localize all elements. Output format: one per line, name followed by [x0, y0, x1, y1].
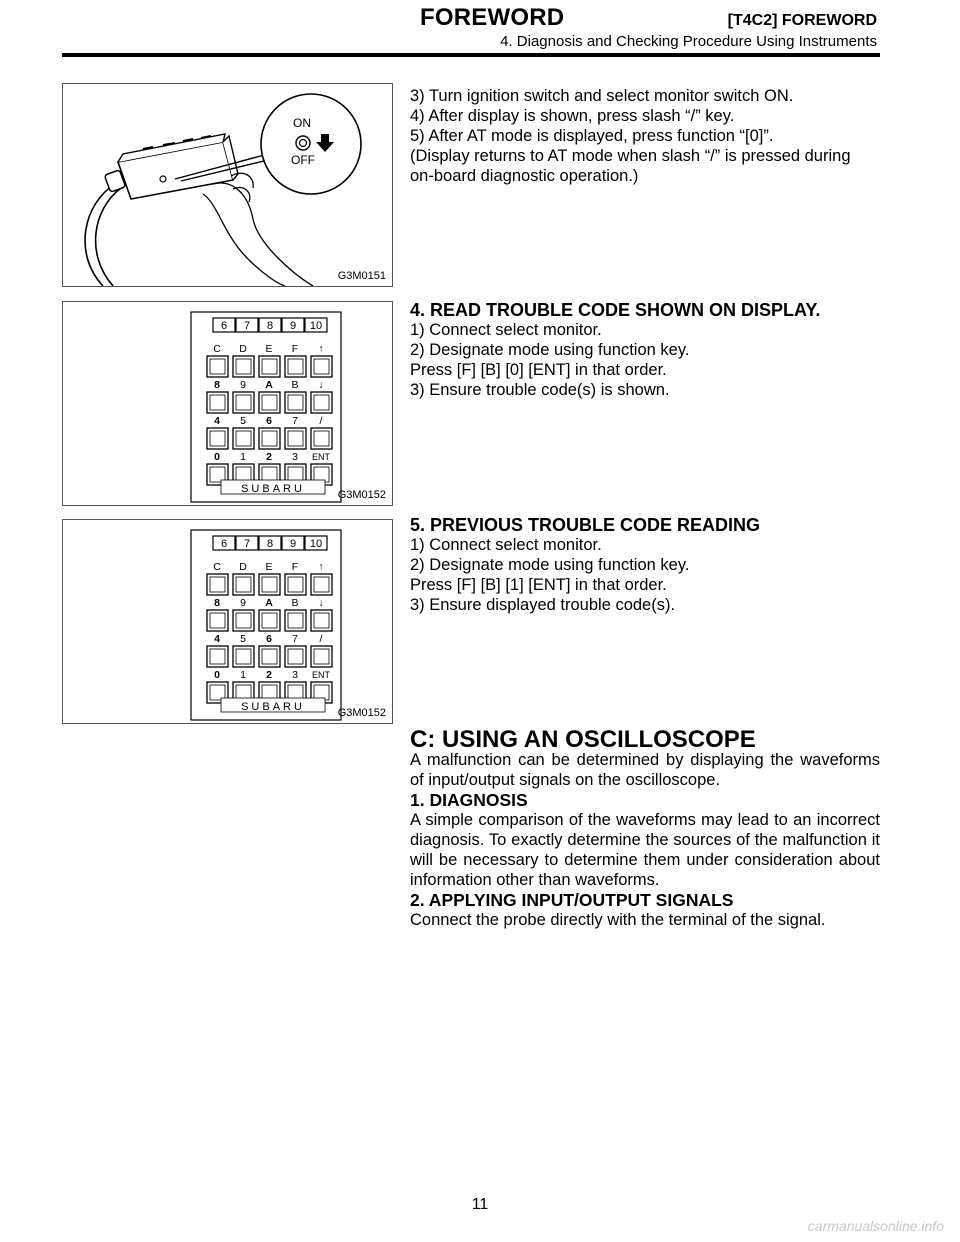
display-digit: 7	[243, 538, 251, 550]
display-digit: 10	[309, 538, 323, 550]
watermark: carmanualsonline.info	[807, 1218, 944, 1234]
key-label: ↓	[318, 379, 324, 391]
brand-label: SUBARU	[241, 483, 305, 495]
key-label: 9	[240, 379, 246, 391]
key-label: A	[265, 597, 273, 609]
key-label: E	[265, 561, 273, 573]
key-label: E	[265, 343, 273, 355]
key-label: 1	[240, 451, 246, 463]
display-digit: 9	[289, 320, 297, 332]
switch-off-label: OFF	[291, 153, 315, 167]
key-label: 5	[240, 415, 246, 427]
oscilloscope-section	[410, 726, 880, 930]
header-section-code: [T4C2] FOREWORD	[727, 12, 877, 29]
brand-label: SUBARU	[241, 701, 305, 713]
key-label: A	[265, 379, 273, 391]
section-heading: 4. READ TROUBLE CODE SHOWN ON DISPLAY.	[410, 300, 821, 320]
key-label: 6	[266, 633, 272, 645]
section-heading: 5. PREVIOUS TROUBLE CODE READING	[410, 515, 761, 535]
display-digit: 8	[266, 320, 274, 332]
figure-keypad-1	[62, 301, 393, 506]
display-digit: 9	[289, 538, 297, 550]
select-monitor-illustration	[63, 84, 392, 286]
step-line: 1) Connect select monitor.	[410, 536, 602, 554]
key-label: 9	[240, 597, 246, 609]
step-line: on-board diagnostic operation.)	[410, 167, 639, 185]
key-label: F	[291, 343, 299, 355]
step-line: 3) Turn ignition switch and select monitor switch ON.	[410, 87, 794, 105]
key-label: D	[239, 343, 247, 355]
key-label: /	[319, 415, 323, 427]
key-label: C	[213, 561, 221, 573]
key-label: 0	[214, 669, 220, 681]
step-line: 3) Ensure trouble code(s) is shown.	[410, 381, 670, 399]
key-label: F	[291, 561, 299, 573]
diagnosis-paragraph: A simple comparison of the waveforms may lead to an incorrect diagnosis. To exactly determine the sources of the malfunction it will be necessary to determine them under consideration about information other than waveforms.	[410, 811, 880, 889]
signals-paragraph: Connect the probe directly with the terminal of the signal.	[410, 911, 826, 929]
step-line: 4) After display is shown, press slash “/” key.	[410, 107, 735, 125]
step-line: (Display returns to AT mode when slash “/” is pressed during	[410, 147, 851, 165]
previous-trouble-code-section	[410, 515, 880, 615]
display-digit: 7	[243, 320, 251, 332]
display-digit: 6	[220, 538, 228, 550]
intro-paragraph: A malfunction can be determined by displaying the waveforms of input/output signals on the oscilloscope.	[410, 751, 880, 789]
step-line: 5) After AT mode is displayed, press function “[0]”.	[410, 127, 774, 145]
step-line: 2) Designate mode using function key.	[410, 556, 690, 574]
subsection-heading: 1. DIAGNOSIS	[410, 790, 528, 810]
step-line: 2) Designate mode using function key.	[410, 341, 690, 359]
key-label: 3	[292, 669, 298, 681]
header-rule	[62, 53, 880, 57]
display-digit: 8	[266, 538, 274, 550]
key-label: ↑	[318, 343, 324, 355]
figure-keypad-2	[62, 519, 393, 724]
key-label: D	[239, 561, 247, 573]
switch-on-label: ON	[293, 116, 311, 130]
key-label: 1	[240, 669, 246, 681]
display-digit: 10	[309, 320, 323, 332]
key-label: 0	[214, 451, 220, 463]
subsection-heading: 2. APPLYING INPUT/OUTPUT SIGNALS	[410, 890, 734, 910]
page-number: 11	[471, 1196, 489, 1213]
key-label: 4	[214, 633, 220, 645]
key-label: 3	[292, 451, 298, 463]
figure-id: G3M0152	[337, 707, 386, 719]
key-label: B	[291, 597, 299, 609]
key-label: 2	[266, 451, 272, 463]
key-label: 8	[214, 379, 220, 391]
key-label: ENT	[312, 452, 330, 462]
key-label: 2	[266, 669, 272, 681]
step-line: 3) Ensure displayed trouble code(s).	[410, 596, 676, 614]
section-heading-main: C: USING AN OSCILLOSCOPE	[410, 726, 756, 753]
key-label: 6	[266, 415, 272, 427]
keypad-illustration	[63, 302, 392, 505]
header-subtitle: 4. Diagnosis and Checking Procedure Using Instruments	[500, 33, 877, 50]
read-trouble-code-section	[410, 300, 880, 400]
key-label: ↑	[318, 561, 324, 573]
procedure-steps-3-5	[410, 86, 880, 186]
key-label: 7	[292, 415, 298, 427]
keypad-illustration	[63, 520, 392, 723]
key-label: 7	[292, 633, 298, 645]
figure-select-monitor-switch	[62, 83, 393, 287]
key-label: 4	[214, 415, 220, 427]
key-label: /	[319, 633, 323, 645]
key-label: 8	[214, 597, 220, 609]
key-label: C	[213, 343, 221, 355]
step-line: Press [F] [B] [0] [ENT] in that order.	[410, 361, 667, 379]
figure-id: G3M0152	[337, 489, 386, 501]
key-label: ↓	[318, 597, 324, 609]
step-line: 1) Connect select monitor.	[410, 321, 602, 339]
figure-id: G3M0151	[337, 270, 386, 282]
key-label: B	[291, 379, 299, 391]
key-label: ENT	[312, 670, 330, 680]
display-digit: 6	[220, 320, 228, 332]
key-label: 5	[240, 633, 246, 645]
header-title: FOREWORD	[420, 4, 565, 31]
step-line: Press [F] [B] [1] [ENT] in that order.	[410, 576, 667, 594]
